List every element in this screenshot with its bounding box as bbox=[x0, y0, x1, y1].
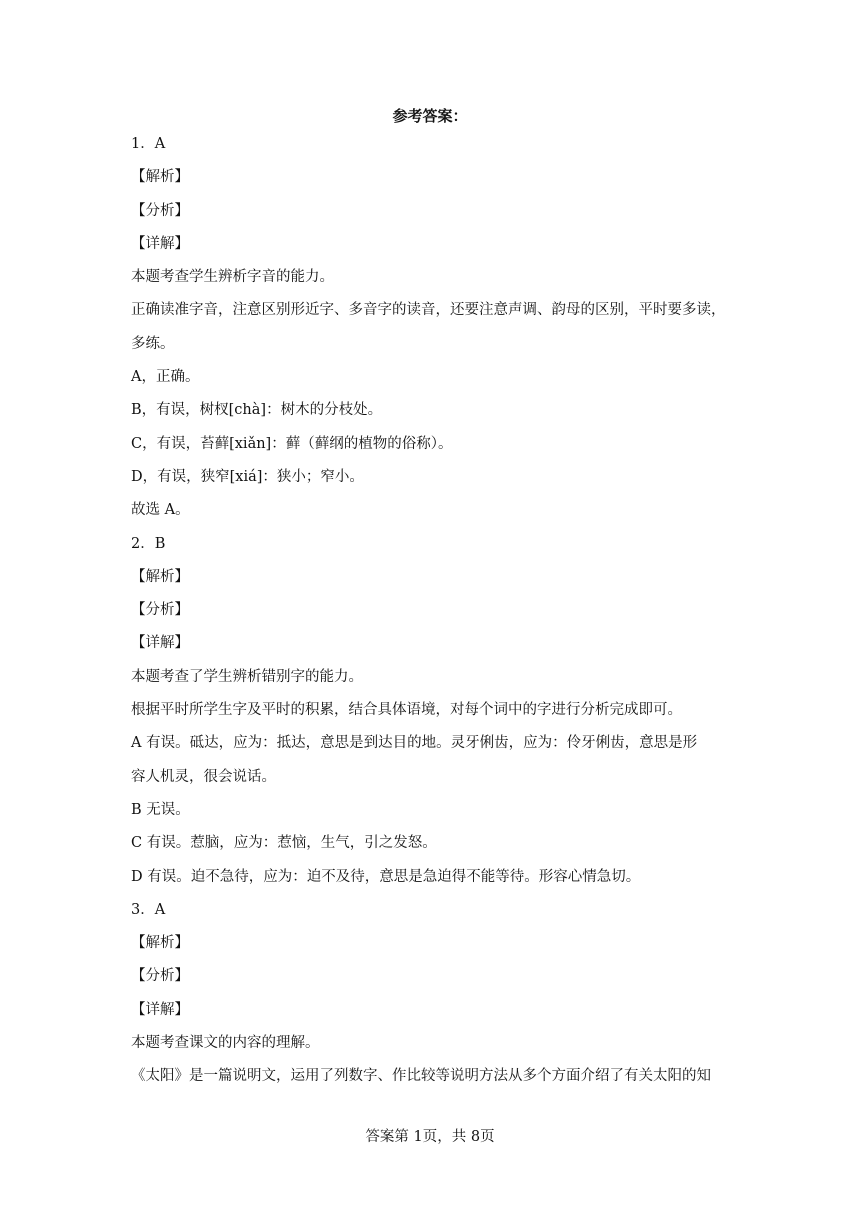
page-title: 参考答案： bbox=[392, 107, 468, 125]
q2-jiexi-heading: 【解析】 bbox=[131, 568, 189, 585]
q2-number: 2．B bbox=[131, 535, 166, 552]
q1-option-c: C，有误，苔藓[xiǎn]：藓（藓纲的植物的俗称）。 bbox=[131, 435, 453, 452]
q1-option-d: D，有误，狭窄[xiá]：狭小；窄小。 bbox=[131, 468, 364, 485]
q1-xiangjie-heading: 【详解】 bbox=[131, 235, 189, 252]
q1-intro: 本题考查学生辨析字音的能力。 bbox=[131, 269, 334, 286]
q2-option-c: C 有误。惹脑，应为：惹恼，生气，引之发怒。 bbox=[131, 835, 437, 852]
q3-xiangjie-heading: 【详解】 bbox=[131, 1001, 189, 1018]
q2-option-a-line1: A 有误。砥达，应为：抵达，意思是到达目的地。灵牙俐齿，应为：伶牙俐齿，意思是形 bbox=[131, 735, 698, 752]
q3-jiexi-heading: 【解析】 bbox=[131, 935, 189, 952]
q1-tip-line2: 多练。 bbox=[131, 335, 175, 352]
q3-intro: 本题考查课文的内容的理解。 bbox=[131, 1035, 320, 1052]
q2-option-a-line2: 容人机灵，很会说话。 bbox=[131, 768, 276, 785]
q2-xiangjie-heading: 【详解】 bbox=[131, 635, 189, 652]
q1-conclusion: 故选 A。 bbox=[131, 502, 190, 519]
page-footer: 答案第 1页，共 8页 bbox=[365, 1129, 495, 1145]
q1-jiexi-heading: 【解析】 bbox=[131, 169, 189, 186]
answer-content bbox=[131, 132, 735, 1098]
q3-text-line1: 《太阳》是一篇说明文，运用了列数字、作比较等说明方法从多个方面介绍了有关太阳的知 bbox=[131, 1068, 711, 1085]
q2-option-b: B 无误。 bbox=[131, 801, 190, 818]
q2-method: 根据平时所学生字及平时的积累，结合具体语境，对每个词中的字进行分析完成即可。 bbox=[131, 702, 682, 719]
q2-fenxi-heading: 【分析】 bbox=[131, 602, 189, 619]
q1-option-b: B，有误，树杈[chà]：树木的分枝处。 bbox=[131, 402, 383, 419]
q3-number: 3．A bbox=[131, 901, 166, 918]
q1-number: 1．A bbox=[131, 136, 166, 152]
q1-tip-line1: 正确读准字音，注意区别形近字、多音字的读音，还要注意声调、韵母的区别，平时要多读， bbox=[131, 302, 726, 319]
q3-fenxi-heading: 【分析】 bbox=[131, 968, 189, 985]
q2-option-d: D 有误。迫不急待，应为：迫不及待，意思是急迫得不能等待。形容心情急切。 bbox=[131, 868, 641, 885]
q2-intro: 本题考查了学生辨析错别字的能力。 bbox=[131, 668, 363, 685]
q1-option-a: A，正确。 bbox=[131, 369, 200, 386]
q1-fenxi-heading: 【分析】 bbox=[131, 202, 189, 219]
